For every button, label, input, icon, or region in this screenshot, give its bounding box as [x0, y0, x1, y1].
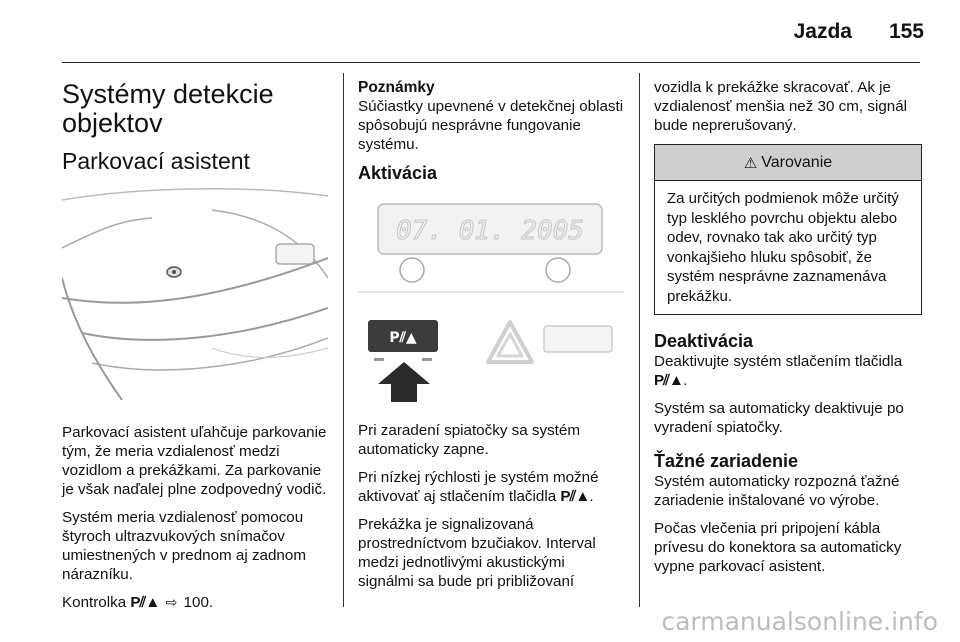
paragraph: Parkovací asistent uľahčuje parkovanie tým, že meria vzdialenosť medzi vozidlom a prekážkami. Za parkovanie je však naďalej plne zodpovedný vodič.: [62, 424, 327, 498]
parking-assist-symbol: P⫽▲: [560, 488, 590, 505]
page-number: 155: [888, 20, 924, 43]
note-heading: Poznámky: [358, 79, 435, 96]
paragraph: Prekážka je signalizovaná prostredníctvom bzučiakov. Interval medzi jednotlivými akustickými signálmi sa bude pri približovaní: [358, 516, 596, 590]
column-3: [654, 78, 922, 585]
paragraph: vozidla k prekážke skracovať. Ak je vzdialenosť menšia než 30 cm, signál bude neprerušovaný.: [654, 79, 908, 134]
paragraph: [358, 468, 624, 506]
warning-text: Za určitých podmienok môže určitý typ lesklého povrchu objektu alebo odev, rovnako tak ako určitý typ vonkajšieho hluku spôsobiť, že systém nesprávne zaznamenáva prekážku.: [667, 190, 899, 305]
header-title: Jazda: [793, 20, 852, 43]
parking-button-symbol: P⫽▲: [389, 330, 417, 346]
paragraph: [62, 593, 328, 612]
section-heading: Systémy detekcie objektov: [62, 79, 274, 138]
watermark: carmanualsonline.info: [661, 607, 938, 636]
subsection-heading: Parkovací asistent: [62, 148, 250, 174]
header-divider: [62, 62, 920, 63]
note-text: Súčiastky upevnené v detekčnej oblasti spôsobujú nesprávne fungovanie systému.: [358, 98, 624, 153]
parking-assist-symbol: P⫽▲: [654, 372, 683, 389]
paragraph-end: .: [589, 488, 594, 505]
warning-title: Varovanie: [761, 153, 833, 171]
paragraph: Počas vlečenia pri pripojení kábla prívesu do konektora sa automaticky vypne parkovací asistent.: [654, 520, 902, 575]
display-readout: 07. 01. 2005: [396, 216, 584, 246]
paragraph: Pri zaradení spiatočky sa systém automaticky zapne.: [358, 422, 580, 458]
warning-triangle-icon: ⚠: [743, 154, 758, 172]
warning-box: [654, 144, 922, 315]
page-reference: 100.: [183, 594, 214, 611]
paragraph: Systém automaticky rozpozná ťažné zariadenie inštalované vo výrobe.: [654, 473, 900, 509]
page-header: [0, 20, 960, 46]
rear-bumper-illustration: [62, 188, 328, 400]
column-divider-1: [343, 73, 344, 607]
column-2: [358, 78, 624, 600]
paragraph-text: Deaktivujte systém stlačením tlačidla: [654, 353, 903, 370]
paragraph-end: .: [682, 372, 688, 389]
column-divider-2: [639, 73, 640, 607]
towing-heading: Ťažné zariadenie: [654, 451, 799, 471]
paragraph: Systém sa automaticky deaktivuje po vyradení spiatočky.: [654, 400, 904, 436]
paragraph: Systém meria vzdialenosť pomocou štyroch ultrazvukových snímačov umiestnených v prednom aj zadnom nárazníku.: [62, 509, 306, 583]
dashboard-button-illustration: [358, 194, 624, 402]
column-1: [62, 78, 328, 621]
deactivation-heading: Deaktivácia: [654, 331, 754, 351]
activation-heading: Aktivácia: [358, 163, 438, 183]
parking-assist-symbol: P⫽▲: [130, 594, 160, 611]
arrow-reference-icon: ⇨: [165, 594, 178, 610]
paragraph-text: Pri nízkej rýchlosti je systém možné aktivovať aj stlačením tlačidla: [358, 469, 599, 505]
paragraph: [654, 352, 922, 390]
paragraph-text: Kontrolka: [62, 594, 127, 611]
warning-header: [655, 145, 921, 181]
